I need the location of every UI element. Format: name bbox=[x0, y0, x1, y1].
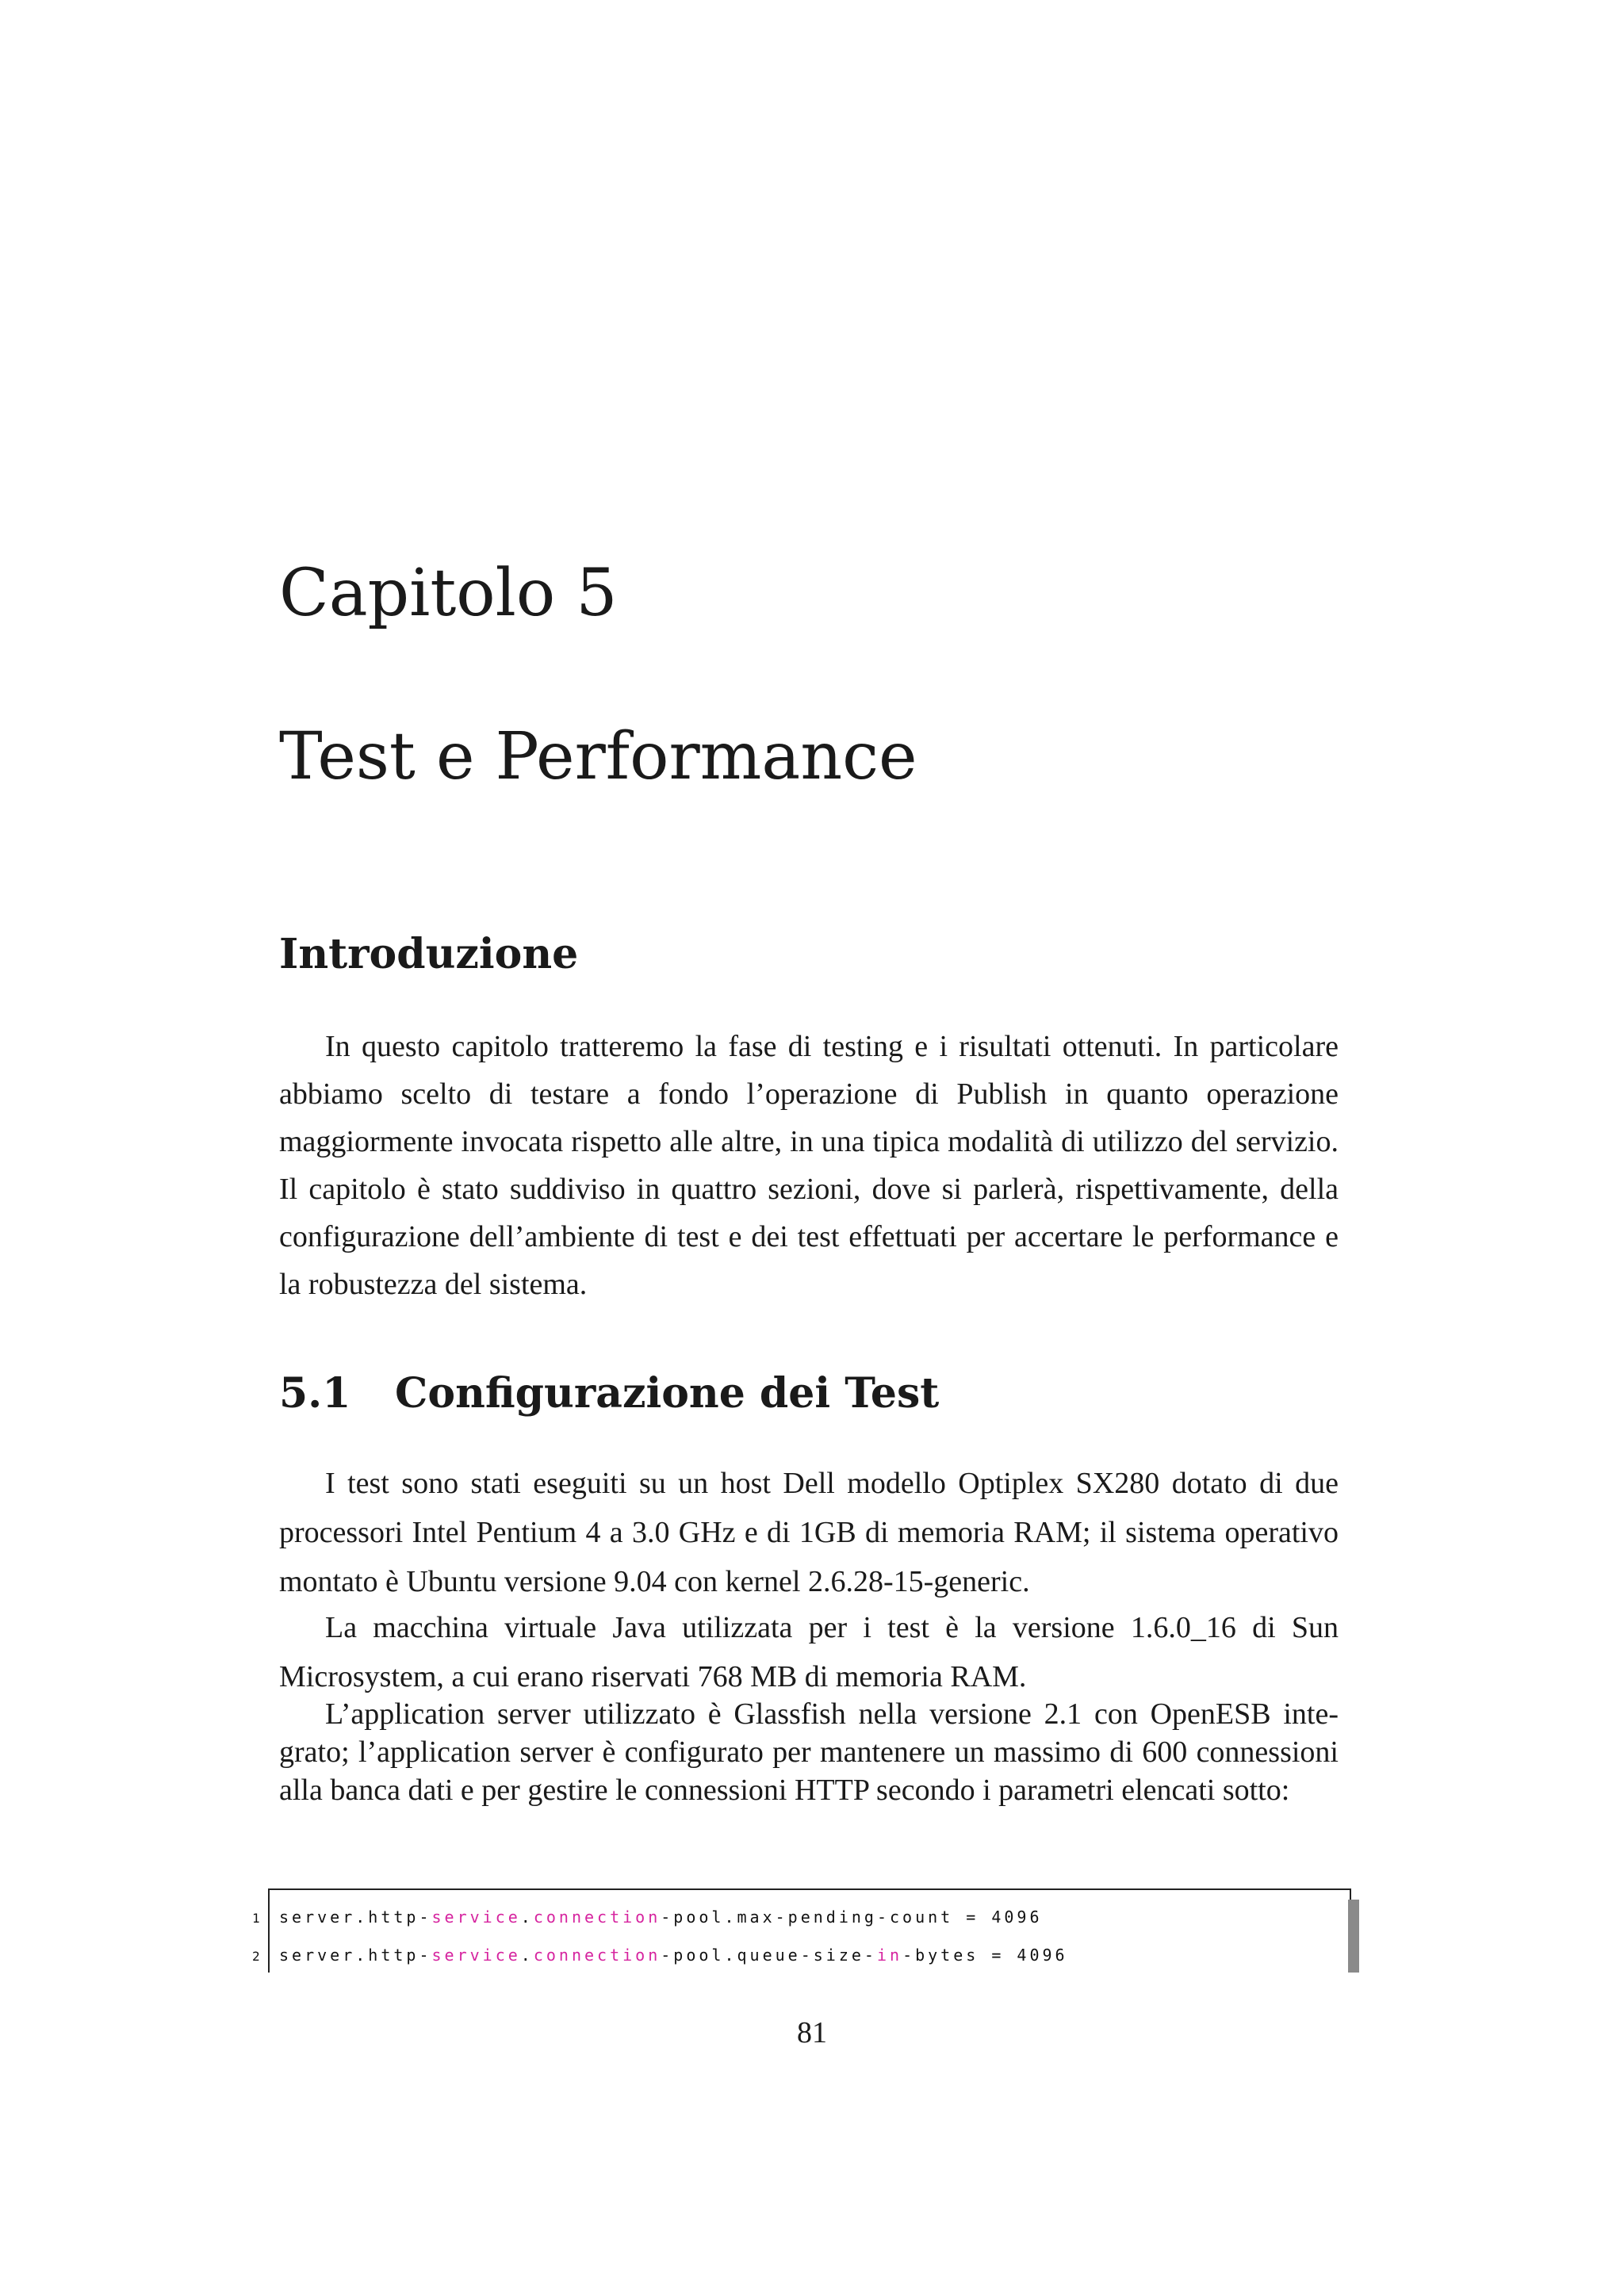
introduction-heading: Introduzione bbox=[279, 930, 579, 978]
section-paragraph-2: La macchina virtuale Java utilizzata per i test è la versione 1.6.0_16 di Sun Microsystem, a cui erano riservati 768 MB di memoria RAM. bbox=[279, 1611, 1339, 1693]
code-listing-shadow bbox=[1348, 1900, 1359, 1973]
code-keyword: in bbox=[876, 1946, 903, 1965]
chapter-label: Capitolo 5 bbox=[279, 556, 618, 631]
code-text: server.http- bbox=[279, 1946, 432, 1965]
code-text: -bytes = 4096 bbox=[902, 1946, 1068, 1965]
code-text: . bbox=[520, 1908, 534, 1927]
code-line bbox=[279, 1946, 1068, 1965]
code-keyword: connection bbox=[533, 1908, 661, 1927]
section-title: Configurazione dei Test bbox=[395, 1369, 940, 1418]
section-heading bbox=[279, 1369, 940, 1418]
code-text: -pool.queue-size- bbox=[661, 1946, 877, 1965]
section-paragraph-3: L’application server utilizzato è Glassfish nella versione 2.1 con OpenESB integrato; l’application server è configurato per mantenere un massimo di 600 connessioni alla banca dati e per gestire le connessioni HTTP secondo i parametri elencati sotto: bbox=[279, 1697, 1339, 1807]
chapter-title: Test e Performance bbox=[279, 719, 917, 794]
code-line-number: 2 bbox=[252, 1949, 260, 1964]
section-paragraph-1: I test sono stati eseguiti su un host Dell modello Optiplex SX280 dotato di due processori Intel Pentium 4 a 3.0 GHz e di 1GB di memoria RAM; il sistema operativo montato è Ubuntu versione 9.04 con kernel 2.6.28-15-generic. bbox=[279, 1467, 1339, 1598]
page-number: 81 bbox=[797, 2016, 827, 2049]
section-number: 5.1 bbox=[279, 1369, 351, 1418]
code-line-number: 1 bbox=[252, 1911, 260, 1926]
code-text: . bbox=[520, 1946, 534, 1965]
code-keyword: connection bbox=[533, 1946, 661, 1965]
introduction-paragraph: In questo capitolo tratteremo la fase di testing e i risultati ottenuti. In particolare abbiamo scelto di testare a fondo l’operazione di Publish in quanto operazione maggiormente invocata rispetto alle altre, in una tipica modalità di utilizzo del servizio. Il capitolo è stato suddiviso in quattro sezioni, dove si parlerà, rispettivamente, della configurazione dell’ambiente di test e dei test effettuati per accertare le performance e la robustezza del sistema. bbox=[279, 1030, 1339, 1301]
code-text: server.http- bbox=[279, 1908, 432, 1927]
code-line bbox=[279, 1908, 1043, 1927]
code-keyword: service bbox=[431, 1946, 521, 1965]
code-keyword: service bbox=[431, 1908, 521, 1927]
code-text: -pool.max-pending-count = 4096 bbox=[661, 1908, 1043, 1927]
